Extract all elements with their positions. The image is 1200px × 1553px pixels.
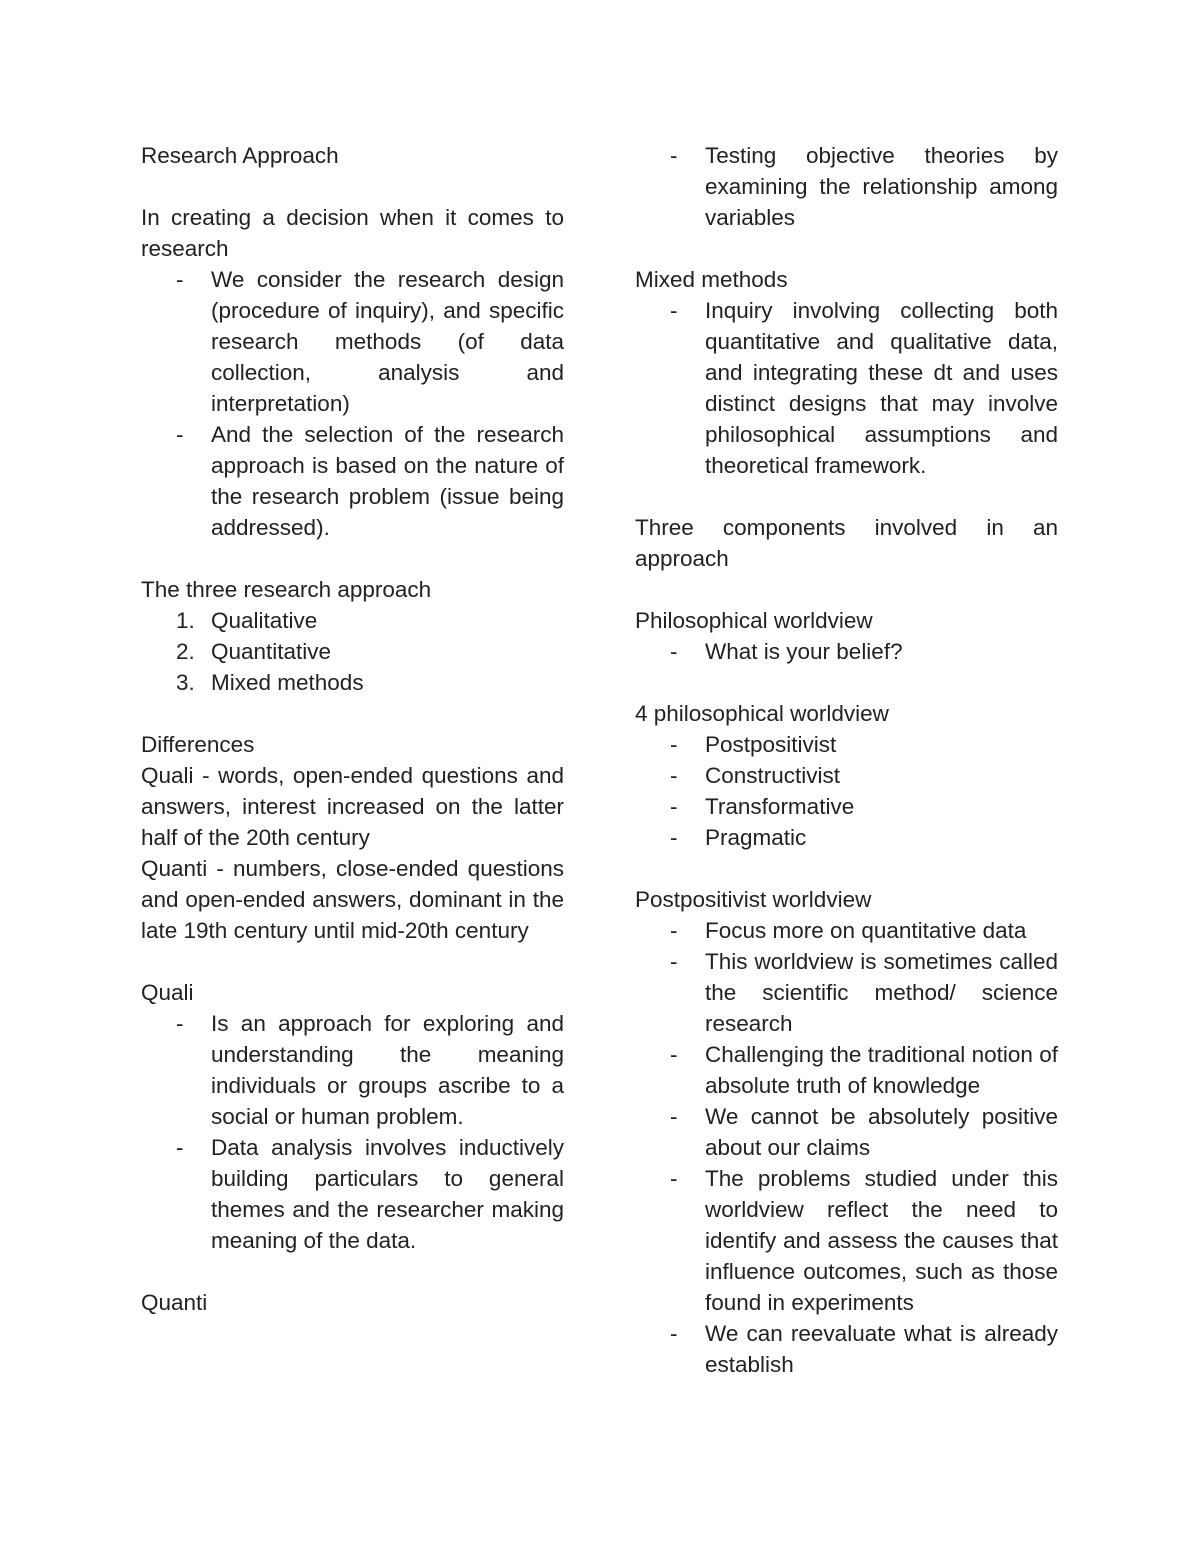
approach-numbered-list	[141, 605, 564, 698]
four-worldview-heading: 4 philosophical worldview	[635, 701, 889, 726]
list-item: - What is your belief?	[635, 636, 1058, 667]
right-column	[635, 140, 1058, 1380]
bullet-dash: -	[176, 1011, 184, 1036]
bullet-dash: -	[176, 1135, 184, 1160]
bullet-dash: -	[670, 763, 678, 788]
list-item: - We can reevaluate what is already establish	[635, 1318, 1058, 1380]
bullet-dash: -	[670, 1166, 678, 1191]
bullet-dash: -	[670, 639, 678, 664]
intro-paragraph: In creating a decision when it comes to research	[141, 205, 564, 261]
list-item: - Focus more on quantitative data	[635, 915, 1058, 946]
bullet-dash: -	[670, 1104, 678, 1129]
list-item: - We consider the research design (procedure of inquiry), and specific research methods (of data collection, analysis and interpretation)	[141, 264, 564, 419]
bullet-dash: -	[670, 949, 678, 974]
list-item: - Is an approach for exploring and understanding the meaning individuals or groups ascribe to a social or human problem.	[141, 1008, 564, 1132]
diff-quanti-paragraph: Quanti - numbers, close-ended questions and open-ended answers, dominant in the late 19th century until mid-20th century	[141, 856, 564, 943]
list-item: - Data analysis involves inductively building particulars to general themes and the researcher making meaning of the data.	[141, 1132, 564, 1256]
bullet-dash: -	[670, 732, 678, 757]
list-item: - The problems studied under this worldview reflect the need to identify and assess the causes that influence outcomes, such as those found in experiments	[635, 1163, 1058, 1318]
list-item: 1. Qualitative	[176, 608, 318, 633]
mixed-methods-heading: Mixed methods	[635, 267, 788, 292]
doc-title: Research Approach	[141, 143, 339, 168]
bullet-dash: -	[670, 298, 678, 323]
diff-quali-paragraph: Quali - words, open-ended questions and answers, interest increased on the latter half of the 20th century	[141, 763, 564, 850]
differences-heading: Differences	[141, 732, 255, 757]
quali-heading: Quali	[141, 980, 194, 1005]
list-item: - Postpositivist	[635, 729, 1058, 760]
bullet-dash: -	[670, 918, 678, 943]
list-item: - This worldview is sometimes called the scientific method/ science research	[635, 946, 1058, 1039]
list-item: 3. Mixed methods	[176, 670, 364, 695]
bullet-dash: -	[176, 267, 184, 292]
bullet-dash: -	[670, 794, 678, 819]
bullet-dash: -	[176, 422, 184, 447]
list-item: - And the selection of the research approach is based on the nature of the research problem (issue being addressed).	[141, 419, 564, 543]
philosophical-bullet-list	[635, 636, 1058, 667]
three-approach-heading: The three research approach	[141, 577, 432, 602]
components-paragraph: Three components involved in an approach	[635, 515, 1058, 571]
list-item: 2. Quantitative	[176, 639, 332, 664]
list-item: - We cannot be absolutely positive about our claims	[635, 1101, 1058, 1163]
bullet-dash: -	[670, 1042, 678, 1067]
bullet-dash: -	[670, 1321, 678, 1346]
intro-bullet-list	[141, 264, 564, 543]
quanti-heading: Quanti	[141, 1290, 208, 1315]
philosophical-heading: Philosophical worldview	[635, 608, 873, 633]
list-item: - Testing objective theories by examining the relationship among variables	[635, 140, 1058, 233]
list-item: - Challenging the traditional notion of absolute truth of knowledge	[635, 1039, 1058, 1101]
quanti-bullet-list	[635, 140, 1058, 233]
list-item: - Pragmatic	[635, 822, 1058, 853]
left-column	[141, 140, 564, 1318]
list-item: - Constructivist	[635, 760, 1058, 791]
bullet-dash: -	[670, 143, 678, 168]
list-item: - Transformative	[635, 791, 1058, 822]
quali-bullet-list	[141, 1008, 564, 1256]
bullet-dash: -	[670, 825, 678, 850]
postpositivist-bullet-list	[635, 915, 1058, 1380]
list-item: - Inquiry involving collecting both quantitative and qualitative data, and integrating these dt and uses distinct designs that may involve philosophical assumptions and theoretical framework.	[635, 295, 1058, 481]
mixed-bullet-list	[635, 295, 1058, 481]
postpositivist-heading: Postpositivist worldview	[635, 887, 872, 912]
four-worldview-list	[635, 729, 1058, 853]
